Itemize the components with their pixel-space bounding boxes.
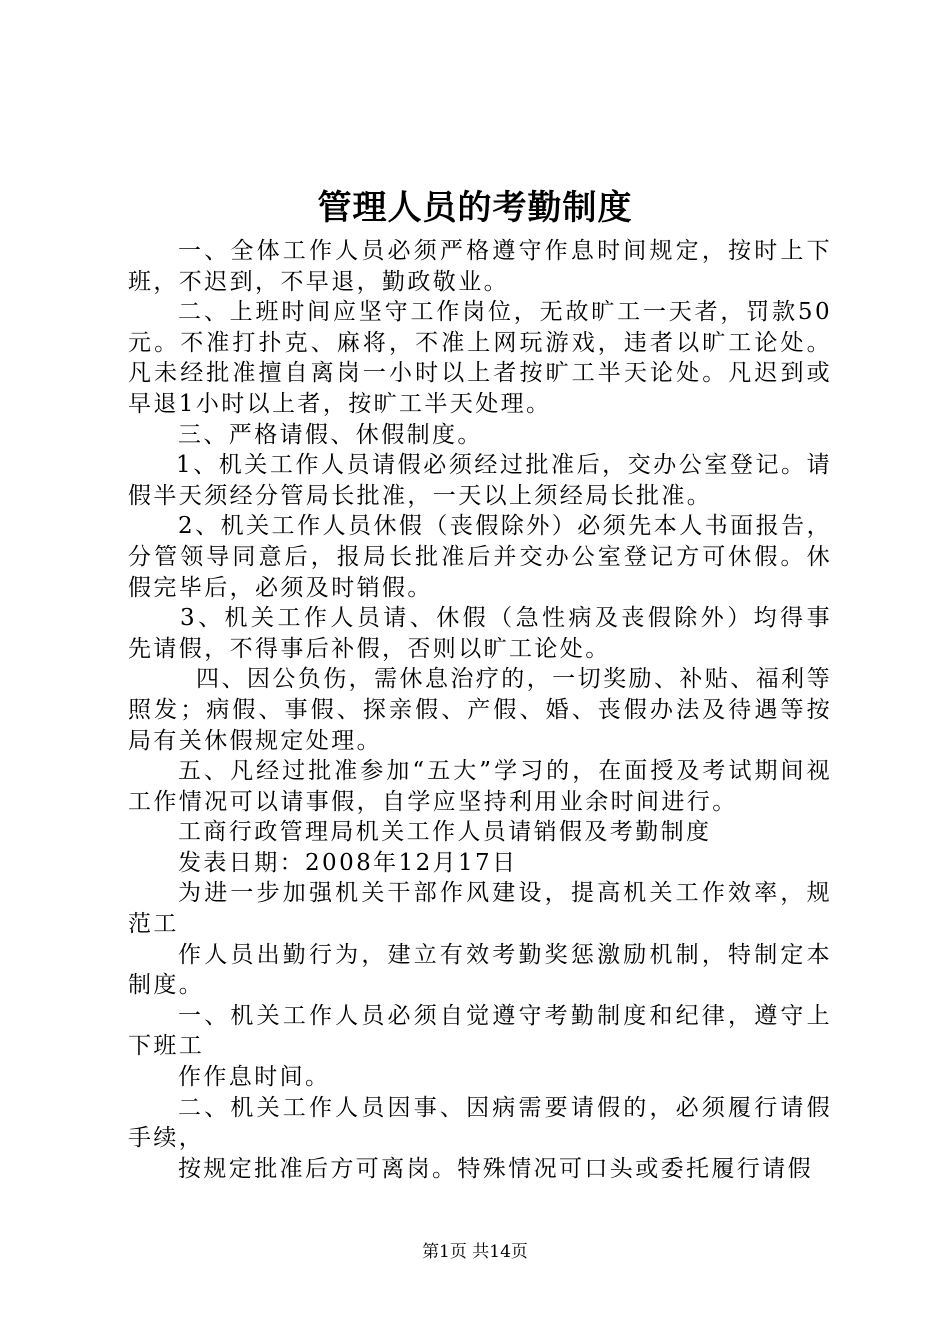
- paragraph-14: 作作息时间。: [178, 1064, 331, 1091]
- page-number-footer: 第1页 共14页: [422, 1242, 528, 1262]
- paragraph-6: 3、机关工作人员请、休假（急性病及丧假除外）均得事先请假，不得事后补假，否则以旷工论处。: [128, 605, 832, 662]
- paragraph-11: 为进一步加强机关干部作风建设，提高机关工作效率，规范工: [128, 880, 832, 938]
- paragraph-15: 二、机关工作人员因事、因病需要请假的，必须履行请假手续，: [128, 1094, 832, 1152]
- paragraph-2: 二、上班时间应坚守工作岗位，无故旷工一天者，罚款50元。不准打扑克、麻将，不准上网玩游戏，违者以旷工论处。凡未经批准擅自离岗一小时以上者按旷工半天论处。凡迟到或早退1小时以上者，按旷工半天处理。: [128, 299, 832, 417]
- document-body: [128, 236, 832, 1184]
- paragraph-8: 五、凡经过批准参加“五大”学习的，在面授及考试期间视工作情况可以请事假，自学应坚持利用业余时间进行。: [128, 758, 832, 815]
- paragraph-7: 四、因公负伤，需休息治疗的，一切奖励、补贴、福利等照发；病假、事假、探亲假、产假、婚、丧假办法及待遇等按局有关休假规定处理。: [128, 666, 832, 754]
- paragraph-10: 发表日期：2008年12月17日: [178, 849, 518, 876]
- paragraph-4: 1、机关工作人员请假必须经过批准后，交办公室登记。请假半天须经分管局长批准，一天以上须经局长批准。: [128, 452, 832, 509]
- paragraph-1: 一、全体工作人员必须严格遵守作息时间规定，按时上下班，不迟到，不早退，勤政敬业。: [128, 238, 832, 295]
- paragraph-13: 一、机关工作人员必须自觉遵守考勤制度和纪律，遵守上下班工: [128, 1002, 832, 1060]
- paragraph-3: 三、严格请假、休假制度。: [178, 421, 483, 448]
- paragraph-16: 按规定批准后方可离岗。特殊情况可口头或委托履行请假: [178, 1155, 813, 1182]
- paragraph-12: 作人员出勤行为，建立有效考勤奖惩激励机制，特制定本制度。: [128, 941, 832, 999]
- paragraph-5: 2、机关工作人员休假（丧假除外）必须先本人书面报告，分管领导同意后，报局长批准后并交办公室登记方可休假。休假完毕后，必须及时销假。: [128, 513, 832, 601]
- document-title: 管理人员的考勤制度: [317, 188, 633, 228]
- paragraph-9: 工商行政管理局机关工作人员请销假及考勤制度: [178, 819, 712, 846]
